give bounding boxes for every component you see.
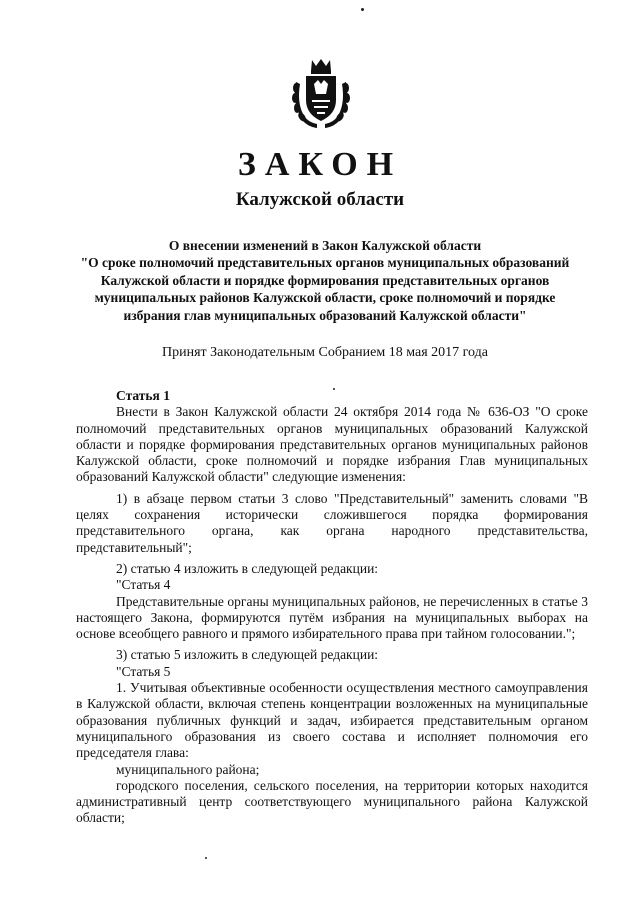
law-name-line: муниципальных районов Калужской области, сроке полномочий и порядке xyxy=(94,290,556,306)
article-intro: Внести в Закон Калужской области 24 октября 2014 года № 636-ОЗ "О сроке полномочий представительных органов муниципальных образований Калужской области и порядке формирования представительных органов муниципальных районов Калужской области, сроке полномочий и порядке избрания Глав муниципальных образований Калужской области" следующие изменения: xyxy=(76,404,588,485)
scan-speck xyxy=(205,857,207,859)
law-name-line: О внесении изменений в Закон Калужской области xyxy=(168,238,482,253)
law-name-line: "О сроке полномочий представительных органов муниципальных образований xyxy=(80,255,570,271)
law-name-line: избрания глав муниципальных образований Калужской области" xyxy=(123,307,527,323)
amended-article-heading: "Статья 5 xyxy=(116,663,171,679)
amended-article-list-item: муниципального района; xyxy=(116,761,260,777)
amendment-item-2: 2) статью 4 изложить в следующей редакции: xyxy=(116,560,379,576)
amended-article-paragraph: 1. Учитывая объективные особенности осуществления местного самоуправления в Калужской области, включая степень концентрации возложенных на муниципальные образования публичных функций и задач, избирается представительным органом муниципального образования из своего состава и исполняет полномочия его председателя глава: xyxy=(76,680,588,761)
amendment-item-1: 1) в абзаце первом статьи 3 слово "Представительный" заменить словами "В целях сохранения исторически сложившегося порядка формирования представительного органа, как органа народного представительства, представительный"; xyxy=(76,490,588,555)
amended-article-text: Представительные органы муниципальных районов, не перечисленных в статье 3 настоящего Закона, формируются путём избрания на муниципальных выборах на основе всеобщего равного и прямого избирательного права при тайном голосовании."; xyxy=(76,593,588,642)
region-name: Калужской области xyxy=(235,189,405,210)
scan-speck xyxy=(361,8,364,11)
amended-article-list-item: городского поселения, сельского поселения, на территории которых находится административный центр соответствующего муниципального района Калужской области; xyxy=(76,777,588,826)
law-name-line: Калужской области и порядке формирования представительных органов xyxy=(100,272,550,288)
coat-of-arms-emblem xyxy=(290,58,352,130)
adoption-statement: Принят Законодательным Собранием 18 мая 2017 года xyxy=(162,345,488,360)
law-name xyxy=(80,237,570,324)
amended-article-heading: "Статья 4 xyxy=(116,577,171,593)
law-title: ЗАКОН xyxy=(237,146,403,183)
article-heading: Статья 1 xyxy=(116,388,170,403)
article-1 xyxy=(76,388,588,827)
amendment-item-3: 3) статью 5 изложить в следующей редакции: xyxy=(116,647,379,663)
